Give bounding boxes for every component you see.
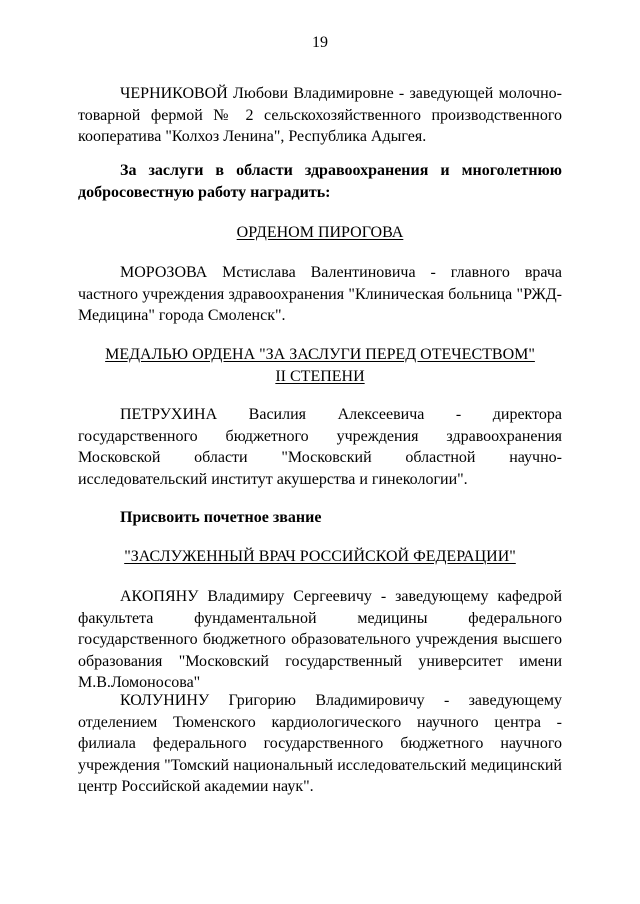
document-page bbox=[78, 0, 562, 904]
title-heading bbox=[78, 546, 562, 568]
paragraph-morozov bbox=[78, 262, 562, 327]
medal-heading bbox=[78, 344, 562, 387]
order-heading bbox=[78, 222, 562, 244]
paragraph-petrukhin bbox=[78, 404, 562, 490]
paragraph-kolunin-text: КОЛУНИНУ Григорию Владимировичу - заведующему отделением Тюменского кардиологического научного центра - филиала федерального государственного бюджетного научного учреждения "Томский национальный исследовательский медицинский центр Российской академии наук". bbox=[78, 692, 562, 795]
title-heading-text: "ЗАСЛУЖЕННЫЙ ВРАЧ РОССИЙСКОЙ ФЕДЕРАЦИИ" bbox=[124, 548, 516, 565]
medal-heading-block bbox=[78, 344, 562, 387]
paragraph-petrukhin-text: ПЕТРУХИНА Василия Алексеевича - директора государственного бюджетного учреждения здравоохранения Московской области "Московский областной научно-исследовательский институт акушерства и гинекологии". bbox=[78, 406, 562, 488]
award-intro-text: За заслуги в области здравоохранения и многолетнюю добросовестную работу наградить: bbox=[78, 162, 562, 201]
paragraph-chernikova bbox=[78, 83, 562, 148]
title-intro-text: Присвоить почетное звание bbox=[120, 509, 322, 526]
paragraph-morozov-text: МОРОЗОВА Мстислава Валентиновича - главного врача частного учреждения здравоохранения "Клиническая больница "РЖД-Медицина" города Смоленск". bbox=[78, 264, 562, 324]
paragraph-chernikova-text: ЧЕРНИКОВОЙ Любови Владимировне - заведующей молочно-товарной фермой № 2 сельскохозяйственного производственного кооператива "Колхоз Ленина", Республика Адыгея. bbox=[78, 85, 562, 145]
paragraph-akopyan-text: АКОПЯНУ Владимиру Сергеевичу - заведующему кафедрой факультета фундаментальной медицины федерального государственного бюджетного образовательного учреждения высшего образования "Московский государственный университет имени М.В.Ломоносова" bbox=[78, 588, 562, 691]
page-number: 19 bbox=[312, 34, 328, 51]
medal-heading-line2: II СТЕПЕНИ bbox=[275, 367, 365, 385]
medal-heading-line1: МЕДАЛЬЮ ОРДЕНА "ЗА ЗАСЛУГИ ПЕРЕД ОТЕЧЕСТВОМ" bbox=[105, 346, 535, 363]
paragraph-akopyan bbox=[78, 586, 562, 694]
order-heading-text: ОРДЕНОМ ПИРОГОВА bbox=[236, 224, 404, 241]
title-intro bbox=[78, 507, 562, 529]
award-intro bbox=[78, 160, 562, 203]
paragraph-kolunin bbox=[78, 690, 562, 798]
